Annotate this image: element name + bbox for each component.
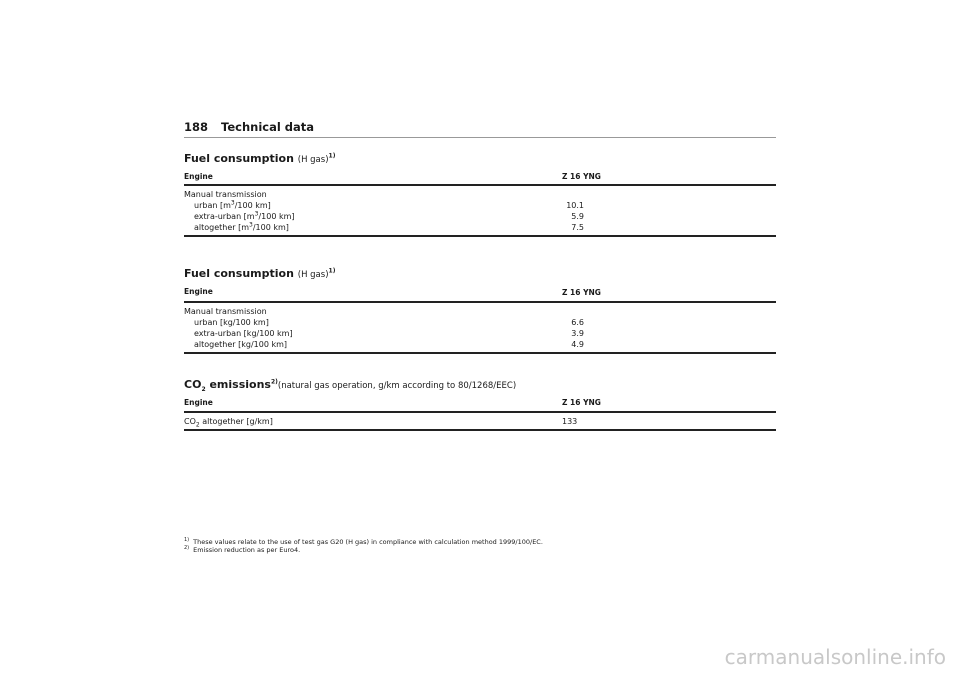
emissions-text: emissions xyxy=(205,378,271,391)
watermark: carmanualsonline.info xyxy=(724,645,946,669)
footnote-ref: 2) xyxy=(270,378,278,386)
table-row-value: 5.9 xyxy=(571,212,584,221)
footnote-ref: 1) xyxy=(328,267,336,275)
table-row-value: 3.9 xyxy=(571,329,584,338)
section-fuel-consumption-kg-title xyxy=(184,267,335,280)
footnote-item: $^{2)}$ Emission reduction as per Euro4. xyxy=(184,544,301,554)
header-divider xyxy=(184,137,776,138)
table-row-value: 10.1 xyxy=(566,201,584,210)
col-engine: Engine xyxy=(184,398,213,407)
table-row-label: urban [$m^3/100$ km] xyxy=(194,199,271,210)
table-rule xyxy=(184,429,776,431)
co-text: CO xyxy=(184,378,202,391)
footnote-item: $^{1)}$ These values relate to the use of test gas G20 (H gas) in compliance with calculation method 1999/100/EC. xyxy=(184,536,543,546)
table-row-label: altogether [kg/100 km] xyxy=(194,340,288,349)
table-row-value: 7.5 xyxy=(571,223,584,232)
section-fuel-consumption-m3-title xyxy=(184,152,335,165)
section-co2-title xyxy=(184,378,517,394)
table-row-value: 6.6 xyxy=(571,318,584,327)
footnote-ref: 1) xyxy=(328,152,336,160)
table-row-label: extra-urban [kg/100 km] xyxy=(194,329,293,338)
section-title-text: Fuel consumption xyxy=(184,267,294,280)
table-row-label: altogether [$m^3/100$ km] xyxy=(194,221,289,232)
table-row-label: urban [kg/100 km] xyxy=(194,318,269,327)
table-row-label: $CO_2$ altogether [g/km] xyxy=(184,417,273,429)
table-rule xyxy=(184,352,776,354)
table-rule xyxy=(184,301,776,303)
footnotes xyxy=(184,538,543,554)
table-group-label: Manual transmission xyxy=(184,190,267,199)
page-title: Technical data xyxy=(221,120,315,134)
table-rule xyxy=(184,184,776,186)
col-engine: Engine xyxy=(184,172,213,181)
table-rule xyxy=(184,235,776,237)
section-title-text: Fuel consumption xyxy=(184,152,294,165)
page-header xyxy=(184,116,776,135)
section-subtitle: (H gas) xyxy=(297,155,329,165)
col-model: Z 16 YNG xyxy=(562,288,601,297)
col-model: Z 16 YNG xyxy=(562,172,601,181)
table-rule xyxy=(184,411,776,413)
table-group-label: Manual transmission xyxy=(184,307,267,316)
section-subtitle: (H gas) xyxy=(297,270,329,280)
page-number: 188 xyxy=(184,120,209,134)
col-engine: Engine xyxy=(184,287,213,296)
co-subscript: 2 xyxy=(201,386,206,394)
table-row-label: extra-urban [$m^3/100$ km] xyxy=(194,210,295,221)
col-model: Z 16 YNG xyxy=(562,398,601,407)
table-row-value: 4.9 xyxy=(571,340,584,349)
table-row-value: 133 xyxy=(562,417,578,426)
section-subtitle: (natural gas operation, g/km according to 80/1268/EEC) xyxy=(277,381,517,391)
